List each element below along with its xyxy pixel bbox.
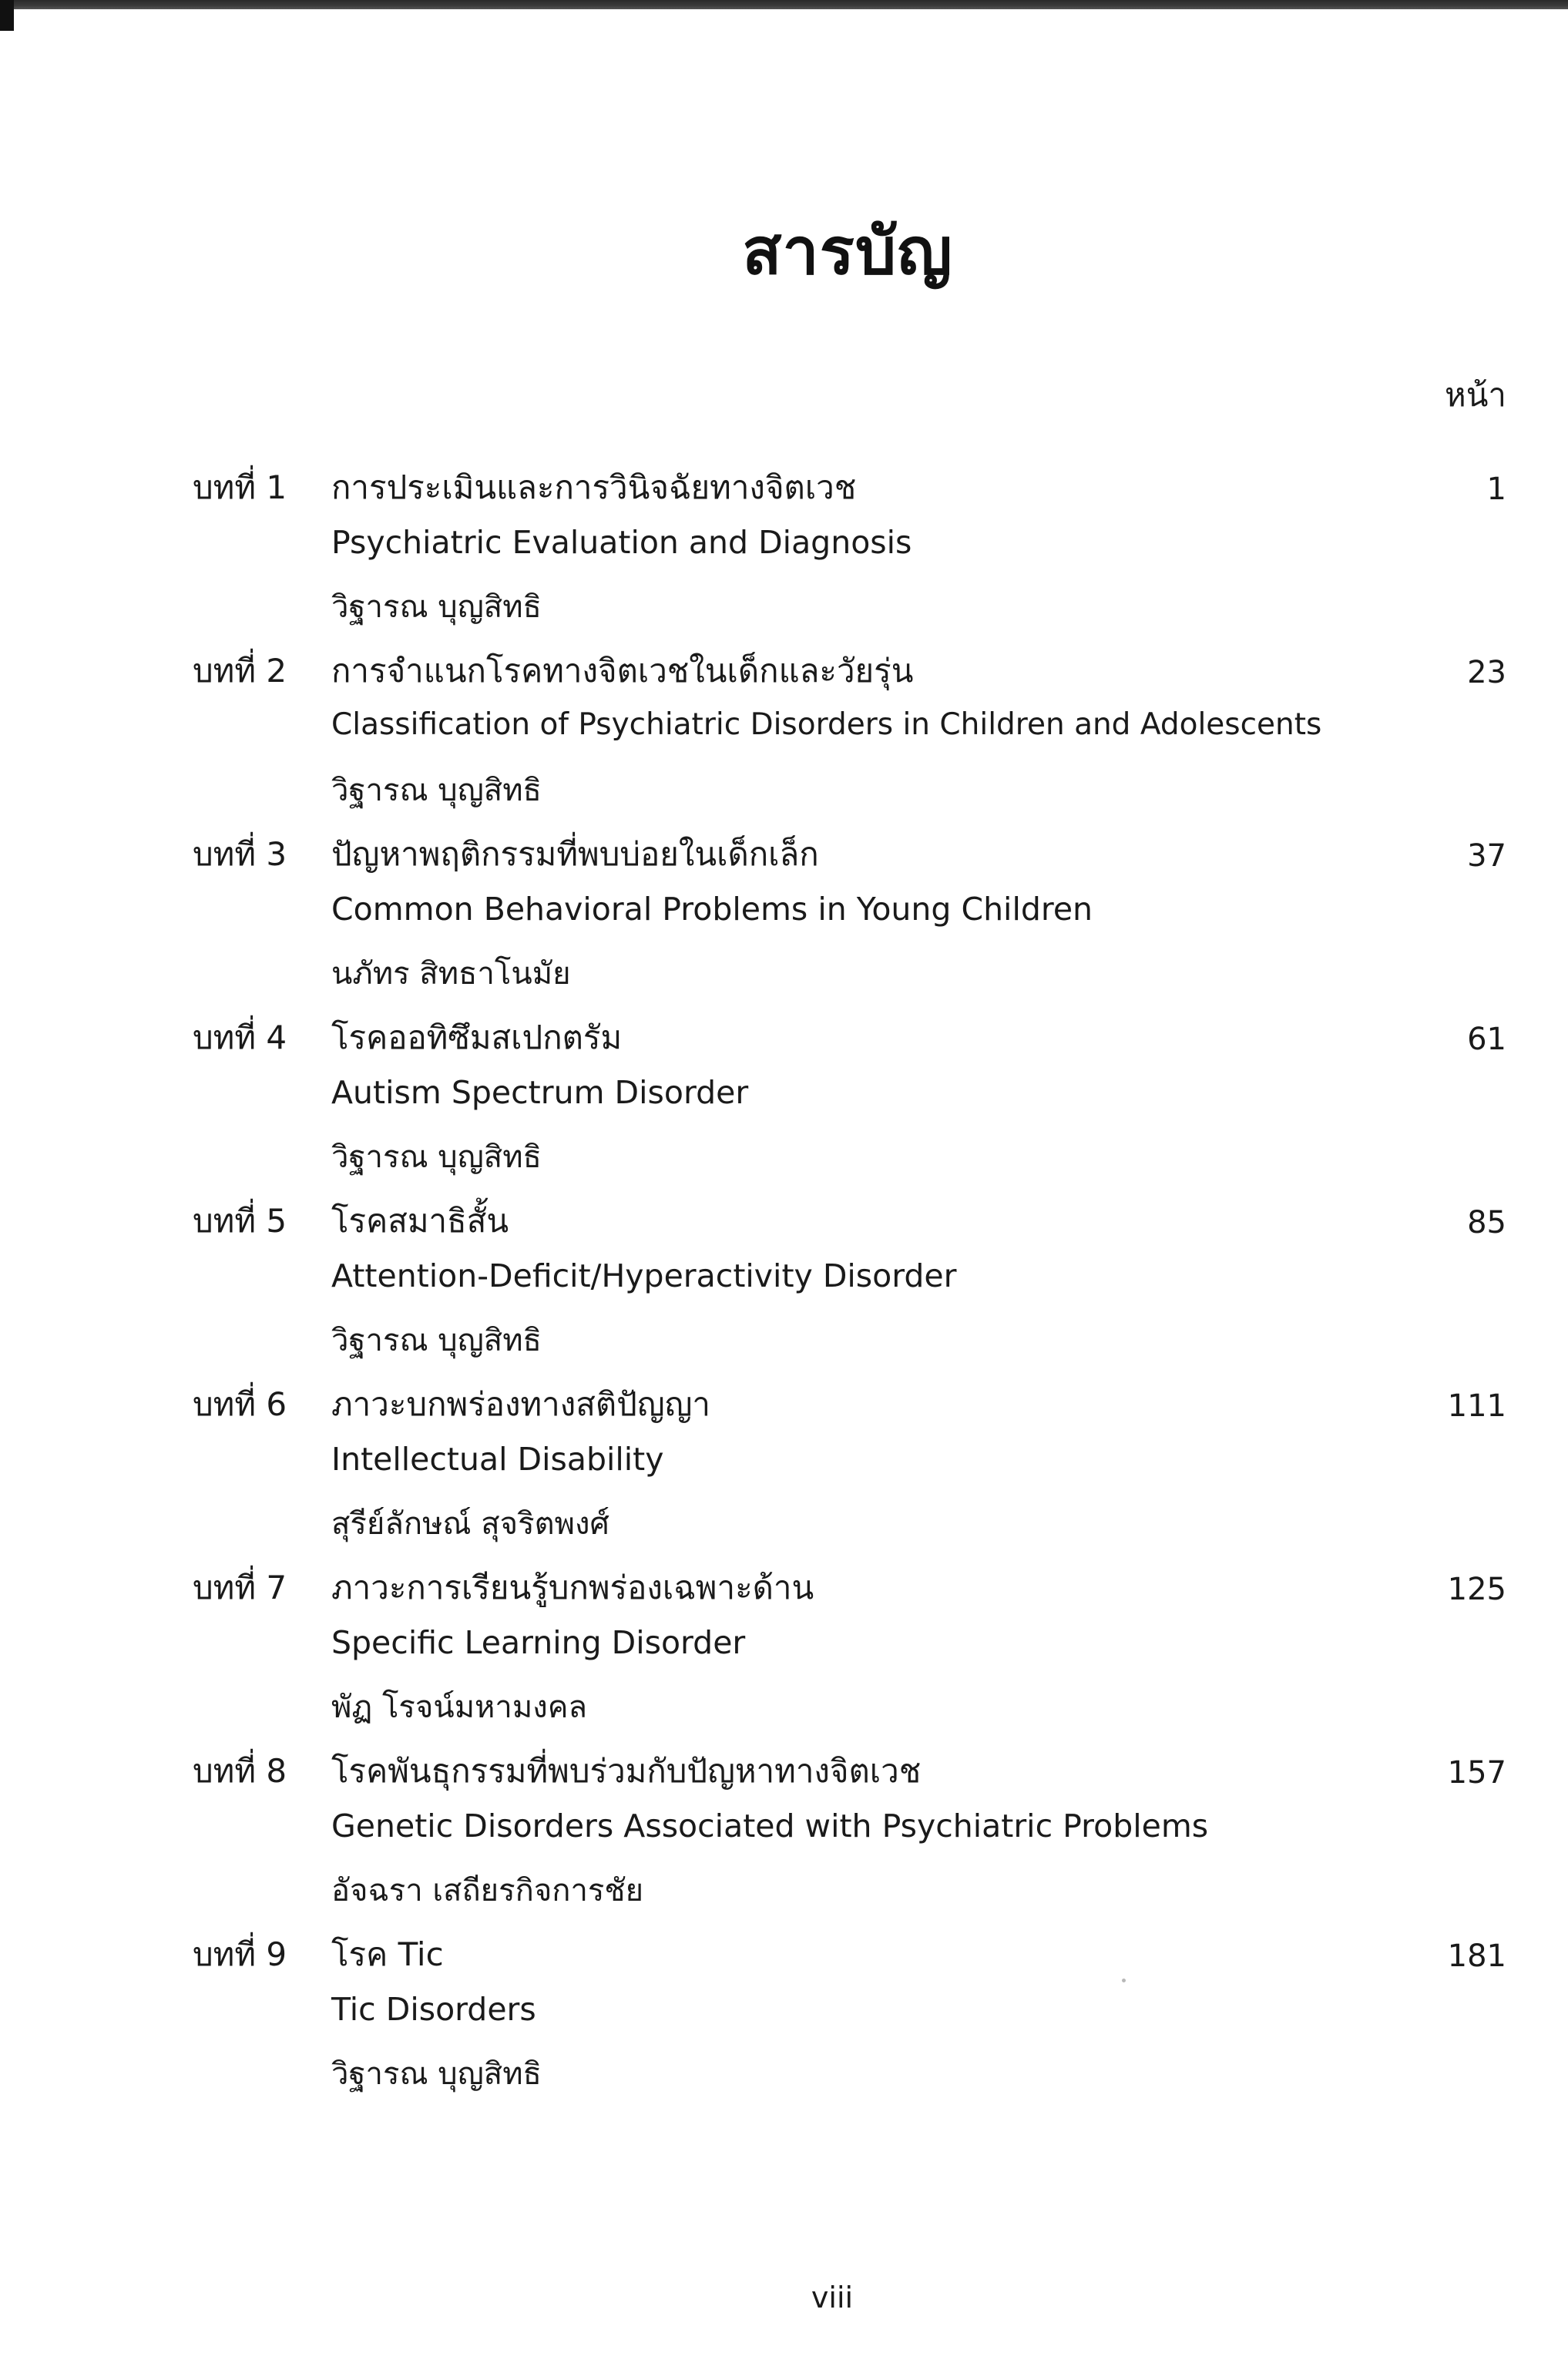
chapter-title-thai: โรคออทิซึมสเปกตรัม — [331, 1019, 623, 1056]
chapter-label: บทที่ 6 — [193, 1385, 287, 1423]
page-number: 37 — [1467, 838, 1506, 874]
page-number: 111 — [1447, 1388, 1506, 1424]
page-number: 23 — [1467, 655, 1506, 690]
chapter-label: บทที่ 1 — [193, 468, 287, 506]
chapter-title-thai: โรคสมาธิสั้น — [331, 1202, 509, 1240]
toc-entry — [0, 1196, 1568, 1381]
chapter-author: วิฐารณ บุญสิทธิ — [331, 1140, 542, 1175]
toc-entry — [0, 462, 1568, 647]
chapter-author: นภัทร สิทธาโนมัย — [331, 956, 571, 992]
chapter-title-thai: โรคพันธุกรรมที่พบร่วมกับปัญหาทางจิตเวช — [331, 1752, 922, 1790]
page-number: 181 — [1447, 1938, 1506, 1974]
chapter-title-thai: ภาวะการเรียนรู้บกพร่องเฉพาะด้าน — [331, 1569, 814, 1606]
toc-entry — [0, 646, 1568, 831]
scan-edge-mark — [0, 0, 14, 31]
chapter-title-thai: โรค Tic — [331, 1935, 444, 1973]
folio: viii — [811, 2281, 854, 2314]
chapter-label: บทที่ 5 — [193, 1202, 287, 1240]
chapter-author: สุรีย์ลักษณ์ สุจริตพงศ์ — [331, 1506, 609, 1542]
chapter-author: วิฐารณ บุญสิทธิ — [331, 773, 542, 808]
chapter-title-thai: การประเมินและการวินิจฉัยทางจิตเวช — [331, 468, 857, 506]
toc-entry — [0, 1012, 1568, 1197]
page-number: 1 — [1486, 472, 1506, 507]
chapter-title-english: Classification of Psychiatric Disorders in Children and Adolescents — [331, 707, 1322, 742]
chapter-title-english: Intellectual Disability — [331, 1441, 664, 1478]
chapter-title-english: Psychiatric Evaluation and Diagnosis — [331, 524, 912, 561]
chapter-label: บทที่ 2 — [193, 652, 287, 690]
toc-entry — [0, 829, 1568, 1014]
chapter-title-english: Attention-Deficit/Hyperactivity Disorder — [331, 1257, 957, 1294]
chapter-title-thai: ภาวะบกพร่องทางสติปัญญา — [331, 1385, 710, 1423]
toc-entry — [0, 1379, 1568, 1564]
chapter-title-english: Specific Learning Disorder — [331, 1624, 746, 1661]
chapter-author: วิฐารณ บุญสิทธิ — [331, 2056, 542, 2092]
scan-top-edge — [0, 0, 1568, 9]
chapter-label: บทที่ 9 — [193, 1935, 287, 1973]
chapter-title-english: Tic Disorders — [331, 1991, 536, 2028]
chapter-author: วิฐารณ บุญสิทธิ — [331, 1323, 542, 1358]
page-number: 61 — [1467, 1022, 1506, 1057]
chapter-title-english: Autism Spectrum Disorder — [331, 1074, 749, 1111]
chapter-author: วิฐารณ บุญสิทธิ — [331, 589, 542, 625]
page-number: 157 — [1447, 1755, 1506, 1791]
chapter-title-thai: ปัญหาพฤติกรรมที่พบบ่อยในเด็กเล็ก — [331, 835, 819, 873]
chapter-author: อัจฉรา เสถียรกิจการชัย — [331, 1873, 643, 1908]
chapter-title-english: Genetic Disorders Associated with Psychiatric Problems — [331, 1808, 1209, 1844]
chapter-author: พัฏ โรจน์มหามงคล — [331, 1690, 588, 1725]
page-number: 125 — [1447, 1572, 1506, 1607]
scan-speck — [1122, 1979, 1126, 1982]
page-column-header: หน้า — [1445, 376, 1506, 414]
chapter-title-english: Common Behavioral Problems in Young Children — [331, 891, 1093, 928]
page-number: 85 — [1467, 1205, 1506, 1240]
chapter-title-thai: การจำแนกโรคทางจิตเวชในเด็กและวัยรุ่น — [331, 652, 914, 690]
chapter-label: บทที่ 7 — [193, 1569, 287, 1606]
toc-entry — [0, 1929, 1568, 2114]
page-title: สารบัญ — [742, 213, 953, 289]
toc-entry — [0, 1563, 1568, 1747]
chapter-label: บทที่ 8 — [193, 1752, 287, 1790]
toc-entry — [0, 1746, 1568, 1931]
chapter-label: บทที่ 4 — [193, 1019, 287, 1056]
chapter-label: บทที่ 3 — [193, 835, 287, 873]
